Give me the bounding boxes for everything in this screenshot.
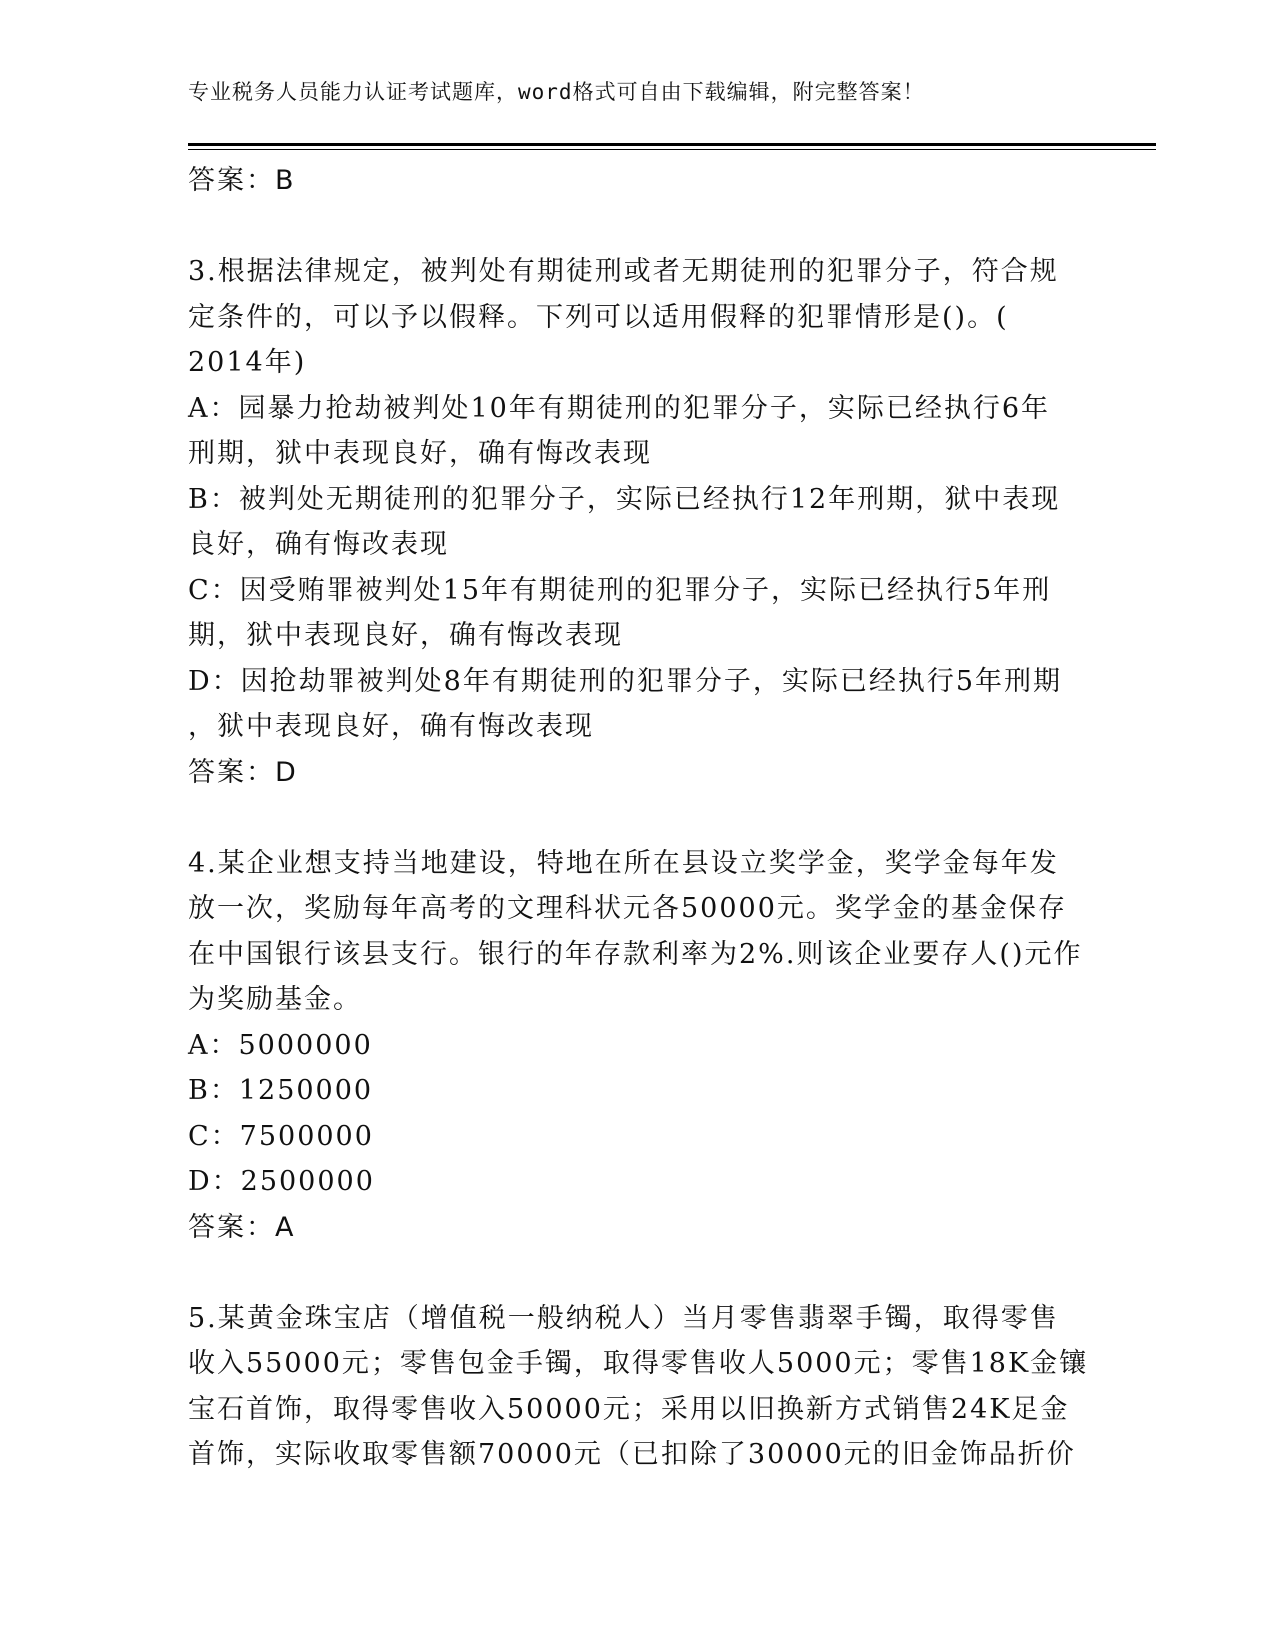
spacer xyxy=(188,795,1088,841)
question-text: 定条件的，可以予以假释。下列可以适用假释的犯罪情形是()。( xyxy=(188,301,1009,333)
question-text: 为奖励基金。 xyxy=(188,984,362,1015)
question-text: 3.根据法律规定，被判处有期徒刑或者无期徒刑的犯罪分子，符合规 xyxy=(188,256,1059,287)
option-a-cont: 刑期，狱中表现良好，确有悔改表现 xyxy=(188,438,652,469)
option-c-cont: 期，狱中表现良好，确有悔改表现 xyxy=(188,620,623,651)
option-c: C：7500000 xyxy=(188,1120,374,1152)
question-text: 放一次，奖励每年高考的文理科状元各50000元。奖学金的基金保存 xyxy=(188,893,1067,924)
option-b: B：被判处无期徒刑的犯罪分子，实际已经执行12年刑期，狱中表现 xyxy=(188,483,1061,515)
option-b: B：1250000 xyxy=(188,1075,374,1106)
document-body xyxy=(188,158,1088,1478)
question-3 xyxy=(188,249,1088,795)
question-4 xyxy=(188,841,1088,1251)
question-text: 宝石首饰，取得零售收入50000元；采用以旧换新方式销售24K足金 xyxy=(188,1393,1070,1425)
option-d: D：因抢劫罪被判处8年有期徒刑的犯罪分子，实际已经执行5年刑期 xyxy=(188,665,1063,697)
option-b-cont: 良好，确有悔改表现 xyxy=(188,529,449,560)
answer: 答案：A xyxy=(188,1211,296,1243)
header-rule-thick xyxy=(188,143,1156,146)
question-text: 在中国银行该县支行。银行的年存款利率为2%.则该企业要存人()元作 xyxy=(188,938,1083,970)
option-d: D：2500000 xyxy=(188,1166,375,1197)
answer: 答案：D xyxy=(188,756,298,788)
header-rule-thin xyxy=(188,149,1156,150)
answer-previous: 答案：B xyxy=(188,165,296,196)
option-d-cont: ，狱中表现良好，确有悔改表现 xyxy=(188,711,594,742)
question-5 xyxy=(188,1296,1088,1478)
question-text: 首饰，实际收取零售额70000元（已扣除了30000元的旧金饰品折价 xyxy=(188,1439,1076,1470)
spacer xyxy=(188,204,1088,250)
option-c: C：因受贿罪被判处15年有期徒刑的犯罪分子，实际已经执行5年刑 xyxy=(188,574,1052,606)
page-header: 专业税务人员能力认证考试题库，word格式可自由下载编辑，附完整答案！ xyxy=(188,80,925,104)
option-a: A：5000000 xyxy=(188,1029,373,1061)
question-text: 收入55000元；零售包金手镯，取得零售收人5000元；零售18K金镶 xyxy=(188,1348,1089,1379)
question-text: 4.某企业想支持当地建设，特地在所在县设立奖学金，奖学金每年发 xyxy=(188,847,1059,879)
spacer xyxy=(188,1250,1088,1296)
question-text: 5.某黄金珠宝店（增值税一般纳税人）当月零售翡翠手镯，取得零售 xyxy=(188,1302,1059,1334)
option-a: A：园暴力抢劫被判处10年有期徒刑的犯罪分子，实际已经执行6年 xyxy=(188,392,1051,424)
question-text: 2014年) xyxy=(188,347,307,378)
